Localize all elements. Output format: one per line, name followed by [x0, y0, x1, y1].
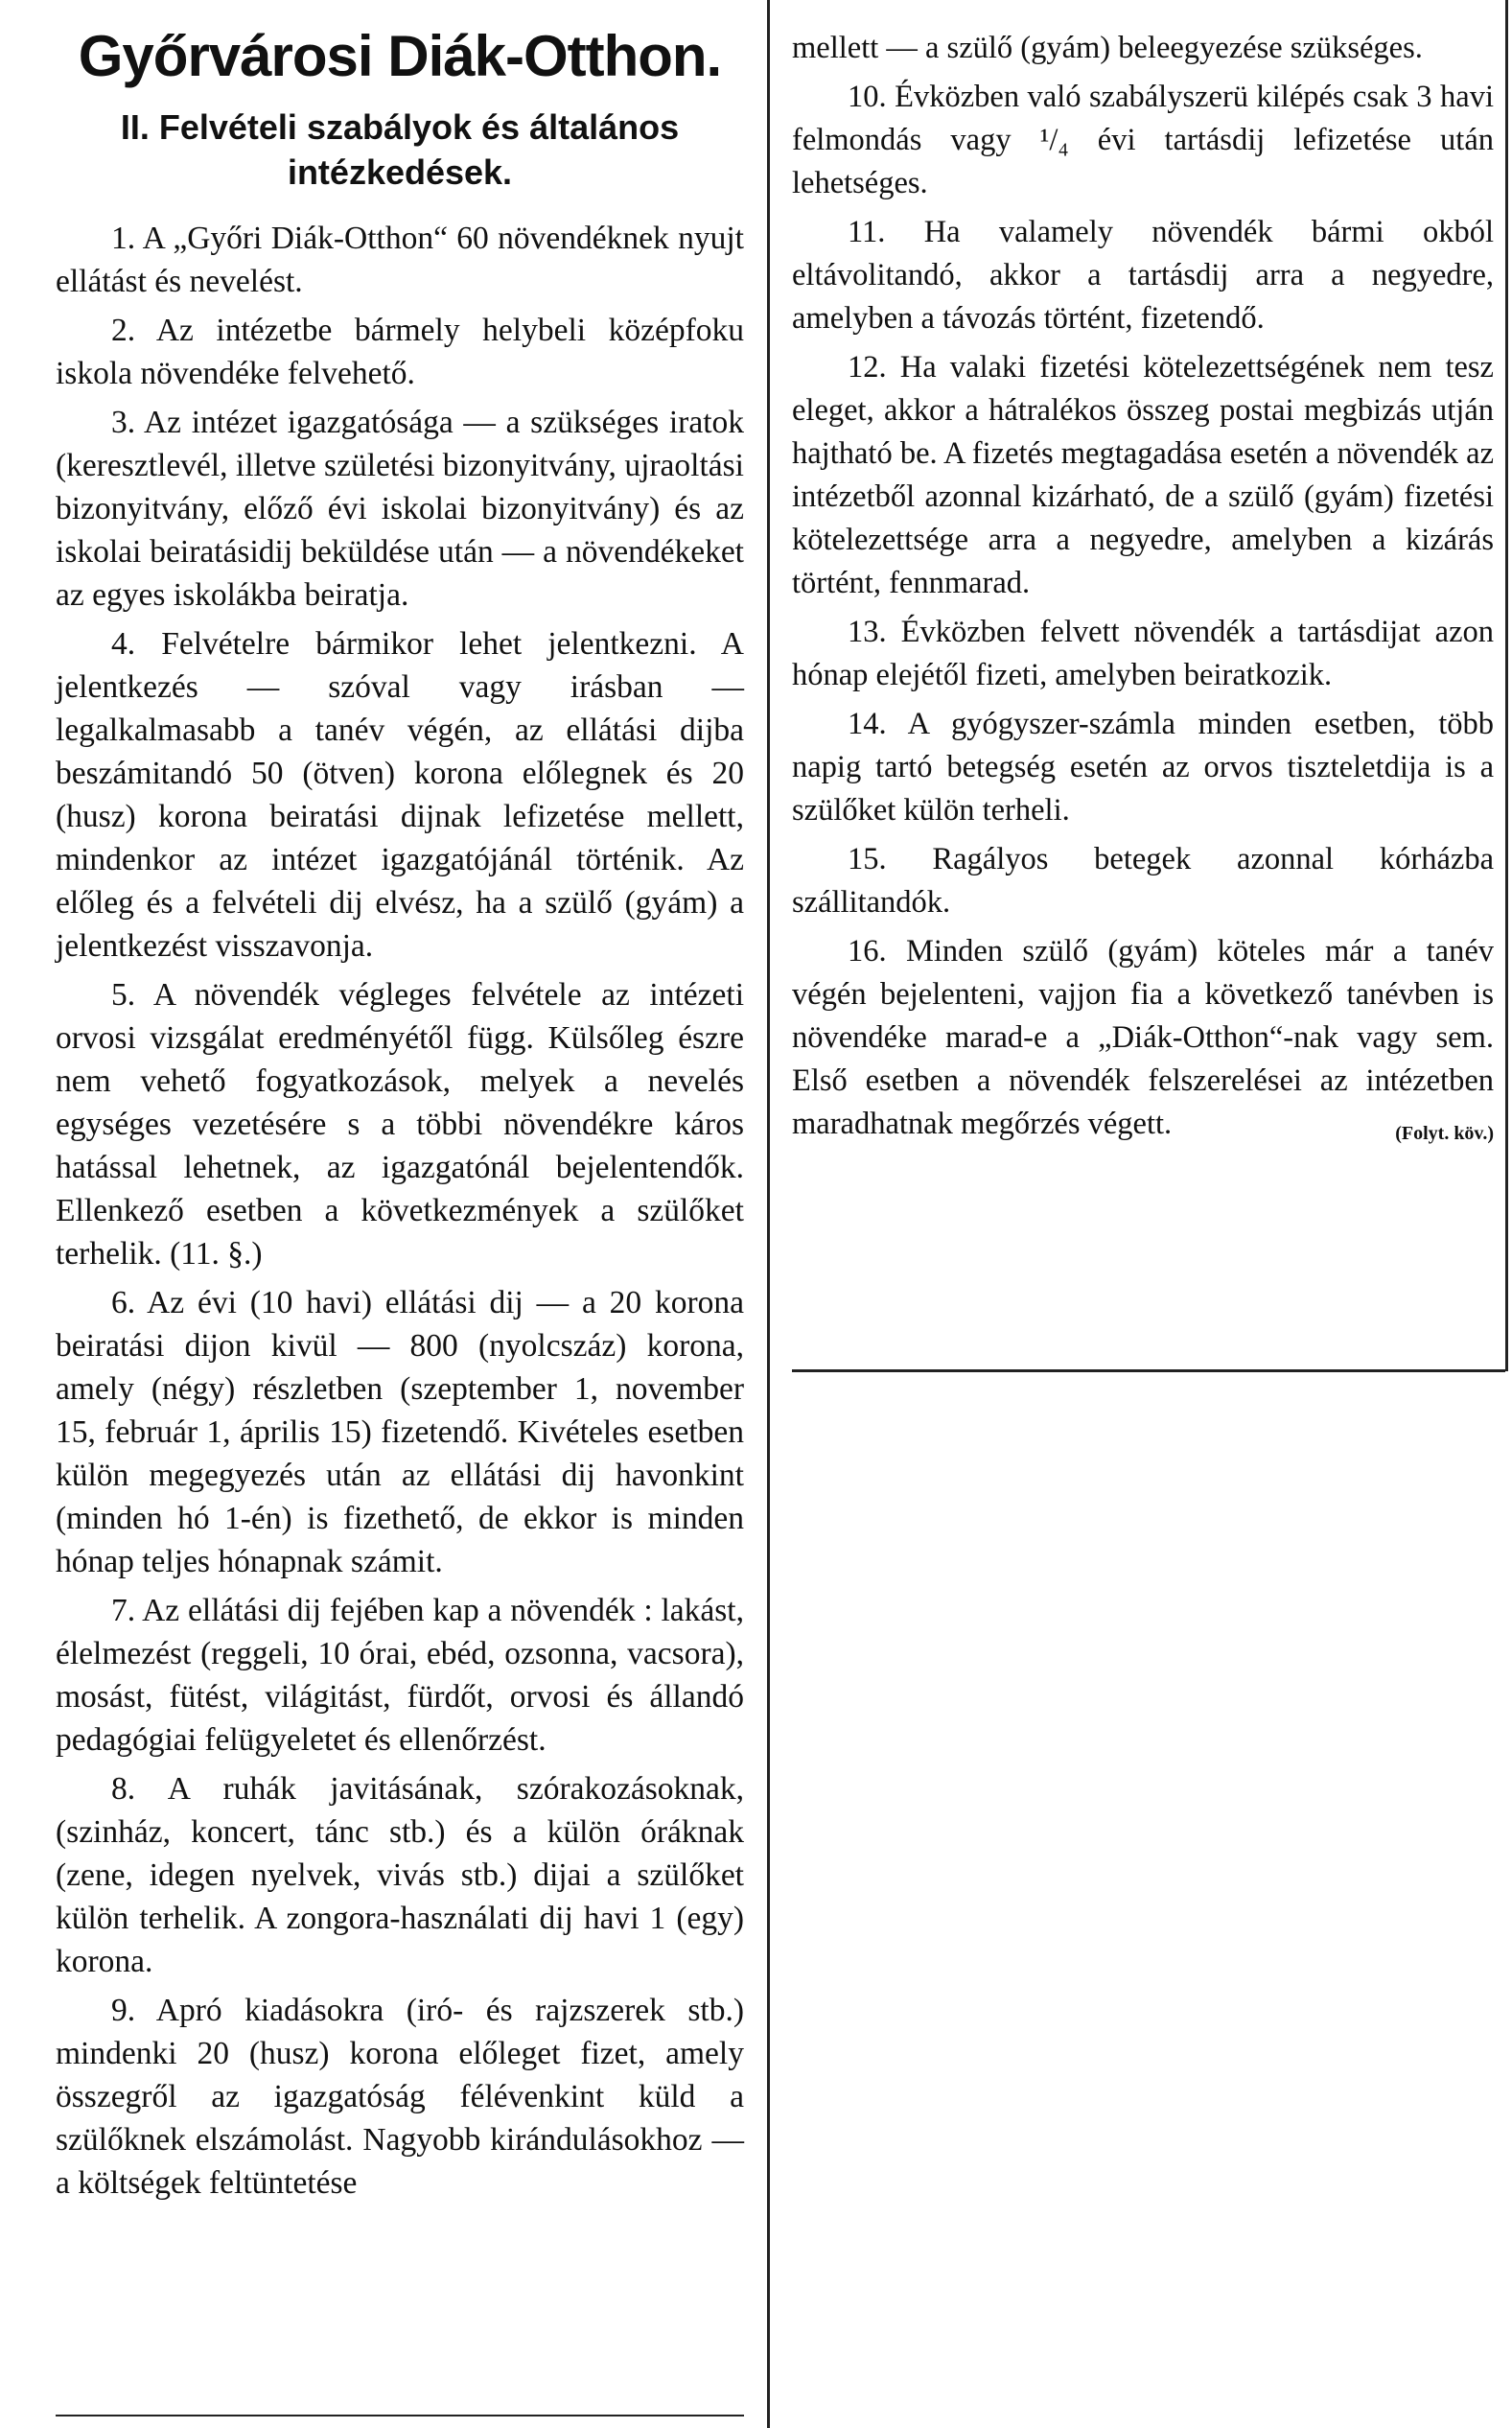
rule-paragraph-3: 3. Az intézet igazgatósága — a szükséges iratok (keresztlevél, illetve születési bizonyitvány, ujraoltási bizonyitvány, előző évi iskolai bizonyitvány) és az iskolai beiratásidij beküldése után — a növendékeket az egyes iskolákba beiratja.: [56, 404, 744, 613]
center-column-rule: [767, 0, 770, 2428]
left-column-bottom-rule: [56, 2415, 744, 2416]
right-column: [792, 27, 1494, 1156]
rule-paragraph-13: 13. Évközben felvett növendék a tartásdijat azon hónap elejétől fizeti, amelyben beiratkozik.: [792, 615, 1494, 692]
rule-paragraph-9-continuation: mellett — a szülő (gyám) beleegyezése szükséges.: [792, 31, 1423, 65]
rule-paragraph-11: 11. Ha valamely növendék bármi okból eltávolitandó, akkor a tartásdij arra a negyedre, amelyben a távozás történt, fizetendő.: [792, 215, 1494, 336]
rule-paragraph-14: 14. A gyógyszer-számla minden esetben, több napig tartó betegség esetén az orvos tiszteletdija is a szülőket külön terheli.: [792, 707, 1494, 828]
rule-paragraph-6: 6. Az évi (10 havi) ellátási dij — a 20 korona beiratási dijon kivül — 800 (nyolcszáz) korona, amely (négy) részletben (szeptember 1, november 15, február 1, április 15) fizetendő. Kivételes esetben külön megegyezés után az ellátási dij havonkint (minden hó 1-én) is fizethető, de ekkor is minden hónap teljes hónapnak számit.: [56, 1284, 744, 1579]
rule-paragraph-10: 10. Évközben való szabályszerü kilépés csak 3 havi felmondás vagy ¹/₄ évi tartásdij lefizetése után lehetséges.: [792, 80, 1494, 200]
rule-paragraph-4: 4. Felvételre bármikor lehet jelentkezni. A jelentkezés — szóval vagy irásban — legalkalmasabb a tanév végén, az ellátási dijba beszámitandó 50 (ötven) korona előlegnek és 20 (husz) korona beiratási dijnak lefizetése mellett, mindenkor az intézet igazgatójánál történik. Az előleg és a felvételi dij elvész, ha a szülő (gyám) a jelentkezést visszavonja.: [56, 625, 744, 964]
left-column: [56, 0, 744, 2210]
rule-paragraph-7: 7. Az ellátási dij fejében kap a növendék : lakást, élelmezést (reggeli, 10 órai, ebéd, ozsonna, vacsora), mosást, fütést, világitást, fürdőt, orvosi és állandó pedagógiai felügyeletet és ellenőrzést.: [56, 1592, 744, 1758]
article-end-rule: [792, 1369, 1505, 1372]
rule-paragraph-1: 1. A „Győri Diák-Otthon“ 60 növendéknek nyujt ellátást és nevelést.: [56, 220, 744, 299]
rule-paragraph-15: 15. Ragályos betegek azonnal kórházba szállitandók.: [792, 842, 1494, 920]
rule-paragraph-8: 8. A ruhák javitásának, szórakozásoknak, (szinház, koncert, tánc stb.) és a külön óráknak (zene, idegen nyelvek, vivás stb.) dijai a szülőket külön terhelik. A zongora-használati dij havi 1 (egy) korona.: [56, 1770, 744, 1979]
rule-paragraph-12: 12. Ha valaki fizetési kötelezettségének nem tesz eleget, akkor a hátralékos összeg postai megbizás utján hajtható be. A fizetés megtagadása esetén a növendék az intézetből azonnal kizárható, de a szülő (gyám) fizetési kötelezettsége arra a negyedre, amelyben a kizárás történt, fennmarad.: [792, 350, 1494, 600]
rule-paragraph-2: 2. Az intézetbe bármely helybeli középfoku iskola növendéke felvehető.: [56, 312, 744, 391]
article-subtitle: II. Felvételi szabályok és általános intézkedések.: [120, 107, 680, 192]
continued-note: (Folyt. köv.): [1395, 1123, 1494, 1144]
rule-paragraph-9: 9. Apró kiadásokra (iró- és rajzszerek stb.) mindenki 20 (husz) korona előleget fizet, amely összegről az igazgatóság félévenkint küld a szülőknek elszámolást. Nagyobb kirándulásokhoz — a költségek feltüntetése: [56, 1992, 744, 2201]
right-column-rule: [1505, 0, 1508, 1371]
rule-paragraph-16: [792, 930, 1494, 1146]
rule-paragraph-16-text: 16. Minden szülő (gyám) köteles már a tanév végén bejelenteni, vajjon fia a következő tanévben is növendéke marad-e a „Diák-Otthon“-nak vagy sem. Első esetben a növendék felszerelései az intézetben maradhatnak megőrzés végett.: [792, 934, 1494, 1141]
rule-paragraph-5: 5. A növendék végleges felvétele az intézeti orvosi vizsgálat eredményétől függ. Külsőleg észre nem vehető fogyatkozások, melyek a nevelés egységes vezetésére s a többi növendékre káros hatással lehetnek, az igazgatónál bejelentendők. Ellenkező esetben a következmények a szülőket terhelik. (11. §.): [56, 976, 744, 1272]
article-title: Győrvárosi Diák-Otthon.: [78, 24, 722, 88]
